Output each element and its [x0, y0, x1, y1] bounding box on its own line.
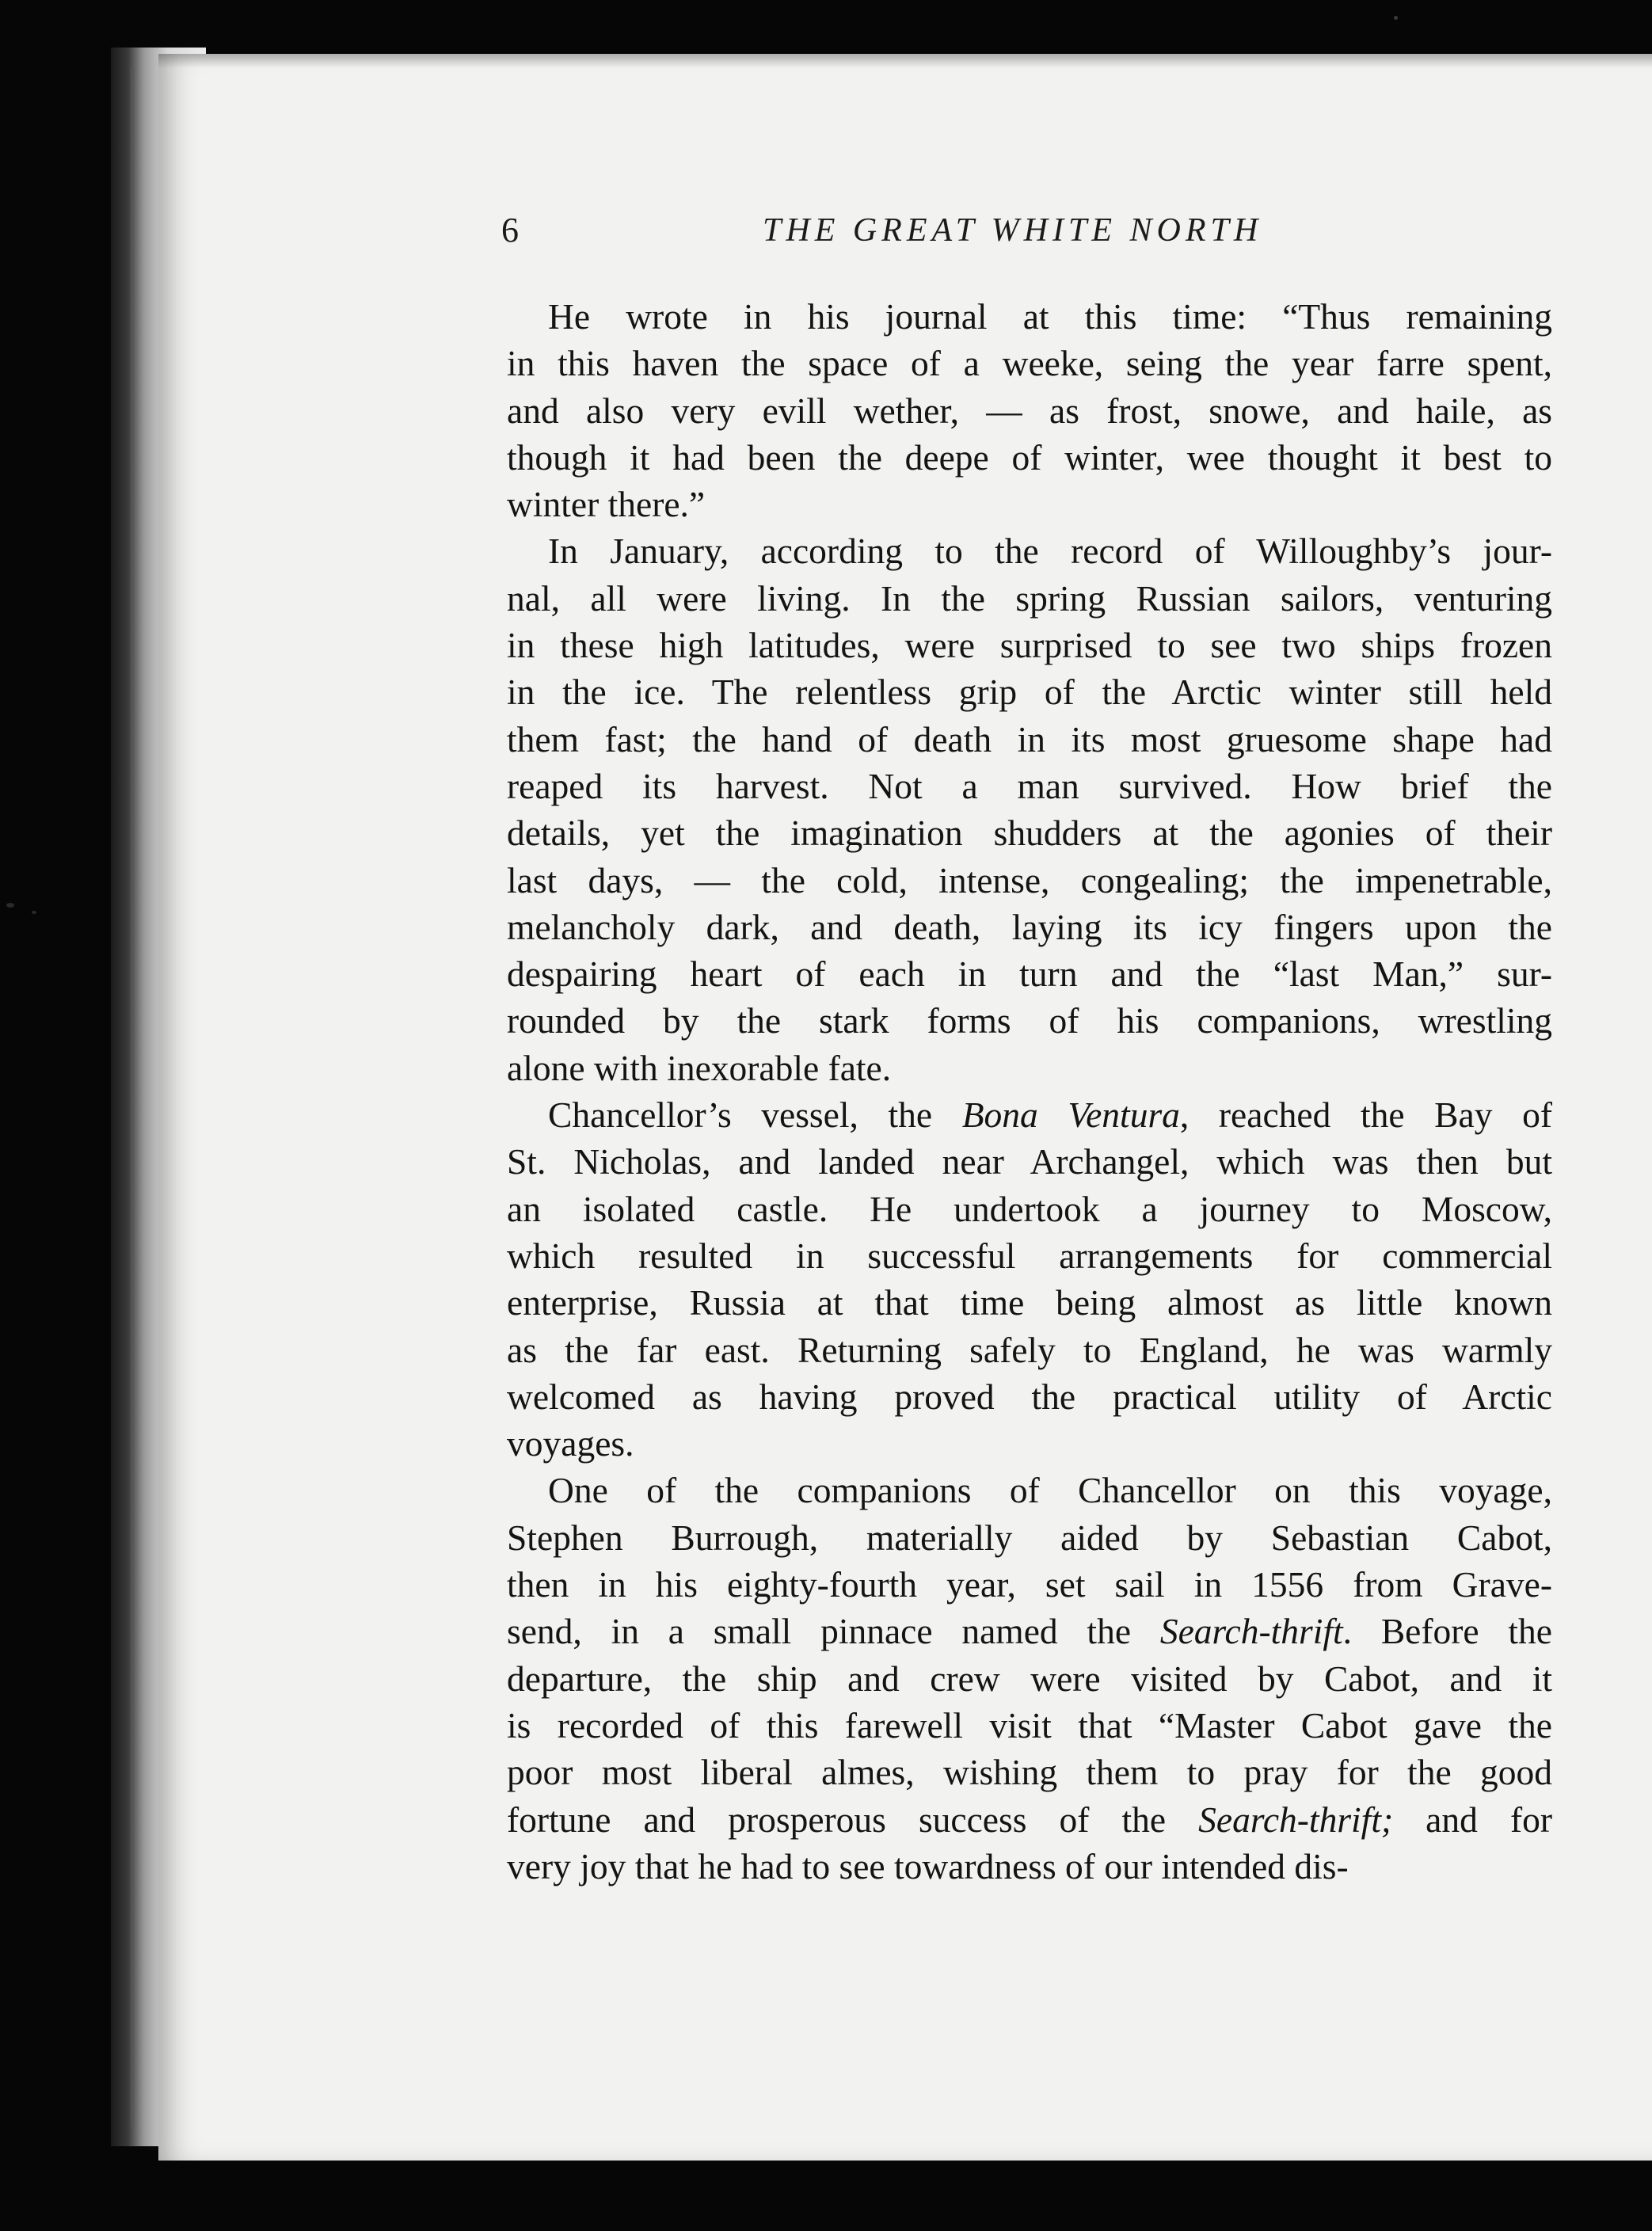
text-segment: voyages.	[507, 1423, 634, 1464]
text-segment: in this haven the space of a weeke, seing the year farre spent,	[507, 343, 1552, 384]
text-line	[507, 1514, 1552, 1561]
page-number: 6	[501, 211, 519, 249]
text-line	[507, 387, 1552, 434]
text-line	[507, 481, 1552, 527]
text-segment: in the ice. The relentless grip of the Arctic winter still held	[507, 672, 1552, 713]
paragraph	[507, 1091, 1552, 1467]
text-segment: very joy that he had to see towardness of our intended dis-	[507, 1845, 1349, 1886]
text-line	[507, 1608, 1552, 1654]
text-line	[507, 809, 1552, 856]
page-top-shadow	[158, 54, 1652, 68]
text-line	[507, 1186, 1552, 1232]
text-line	[507, 434, 1552, 481]
page-header	[501, 210, 1559, 257]
text-segment: . Before the	[1342, 1611, 1552, 1652]
body-text	[507, 293, 1552, 1890]
text-line	[507, 575, 1552, 622]
text-segment: alone with inexorable fate.	[507, 1047, 892, 1088]
text-segment: reaped its harvest. Not a man survived. How brief the	[507, 765, 1552, 806]
text-segment: as the far east. Returning safely to England, he was warmly	[507, 1329, 1552, 1370]
text-segment: enterprise, Russia at that time being almost as little known	[507, 1282, 1552, 1323]
text-line	[507, 1749, 1552, 1795]
text-segment: last days, — the cold, intense, congealing; the impenetrable,	[507, 859, 1552, 900]
text-line	[507, 1655, 1552, 1702]
italic-ship-name: Search-thrift;	[1198, 1799, 1394, 1840]
text-segment: In January, according to the record of Willoughby’s jour-	[548, 531, 1552, 572]
text-line	[507, 293, 1552, 340]
text-line	[507, 622, 1552, 668]
text-segment: and also very evill wether, — as frost, snowe, and haile, as	[507, 390, 1552, 431]
text-segment: which resulted in successful arrangements for commercial	[507, 1235, 1552, 1276]
text-line	[507, 1843, 1552, 1890]
text-segment: details, yet the imagination shudders at the agonies of their	[507, 813, 1552, 854]
text-line	[507, 904, 1552, 950]
text-line	[507, 1561, 1552, 1608]
running-title: THE GREAT WHITE NORTH	[763, 212, 1263, 249]
text-segment: St. Nicholas, and landed near Archangel, which was then but	[507, 1141, 1552, 1182]
text-line	[507, 1467, 1552, 1513]
text-segment: , reached the Bay of	[1179, 1095, 1552, 1136]
scan-speck	[1394, 16, 1398, 20]
text-segment: then in his eighty-fourth year, set sail in 1556 from Grave-	[507, 1564, 1552, 1605]
paragraph	[507, 1467, 1552, 1890]
scan-speck	[6, 903, 14, 908]
text-line	[507, 1232, 1552, 1279]
italic-ship-name: Search-thrift	[1159, 1611, 1343, 1652]
text-line	[507, 716, 1552, 763]
text-segment: departure, the ship and crew were visited by Cabot, and it	[507, 1658, 1552, 1699]
text-line	[507, 1091, 1552, 1138]
text-segment: winter there.”	[507, 484, 706, 525]
text-line	[507, 1045, 1552, 1091]
text-segment: poor most liberal almes, wishing them to pray for the good	[507, 1752, 1552, 1793]
text-segment: send, in a small pinnace named the	[507, 1611, 1160, 1652]
text-segment: He wrote in his journal at this time: “Thus remaining	[548, 296, 1552, 337]
text-line	[507, 1279, 1552, 1326]
text-segment: Chancellor’s vessel, the	[548, 1095, 962, 1136]
text-line	[507, 668, 1552, 715]
text-line	[507, 1420, 1552, 1467]
text-line	[507, 1327, 1552, 1373]
text-line	[507, 950, 1552, 997]
text-segment: nal, all were living. In the spring Russian sailors, venturing	[507, 577, 1552, 619]
text-line	[507, 340, 1552, 386]
text-segment: rounded by the stark forms of his companions, wrestling	[507, 1000, 1552, 1041]
italic-ship-name: Bona Ventura	[961, 1095, 1180, 1136]
text-segment: is recorded of this farewell visit that “Master Cabot gave the	[507, 1704, 1552, 1746]
text-line	[507, 1796, 1552, 1843]
text-line	[507, 997, 1552, 1044]
scan-speck	[32, 911, 36, 914]
text-segment: in these high latitudes, were surprised to see two ships frozen	[507, 625, 1552, 666]
text-segment: them fast; the hand of death in its most gruesome shape had	[507, 718, 1552, 760]
text-line	[507, 763, 1552, 809]
text-segment: melancholy dark, and death, laying its icy fingers upon the	[507, 906, 1552, 947]
paragraph	[507, 293, 1552, 527]
text-line	[507, 857, 1552, 904]
text-segment: welcomed as having proved the practical utility of Arctic	[507, 1376, 1552, 1417]
text-segment: One of the companions of Chancellor on this voyage,	[548, 1470, 1552, 1511]
text-line	[507, 1138, 1552, 1185]
text-line	[507, 1702, 1552, 1749]
page-edge-line	[131, 67, 134, 2126]
text-segment: an isolated castle. He undertook a journey to Moscow,	[507, 1188, 1552, 1229]
text-line	[507, 1373, 1552, 1420]
text-segment: fortune and prosperous success of the	[507, 1799, 1199, 1840]
text-segment: and for	[1393, 1799, 1552, 1840]
text-line	[507, 527, 1552, 574]
text-segment: though it had been the deepe of winter, wee thought it best to	[507, 436, 1552, 478]
paragraph	[507, 527, 1552, 1091]
text-segment: Stephen Burrough, materially aided by Sebastian Cabot,	[507, 1517, 1552, 1558]
text-segment: despairing heart of each in turn and the “last Man,” sur-	[507, 954, 1552, 995]
